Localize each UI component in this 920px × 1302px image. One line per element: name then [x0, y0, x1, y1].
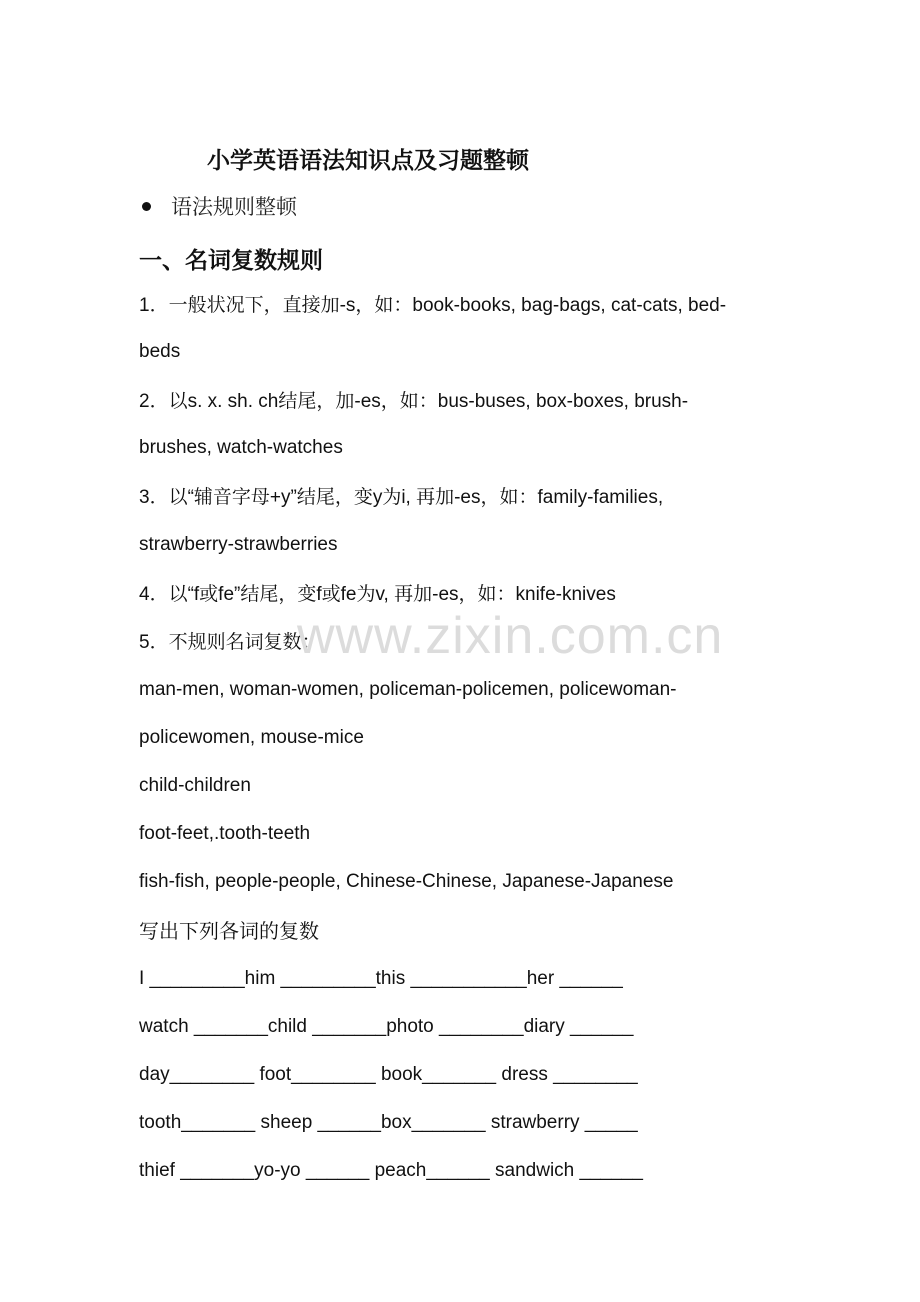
rule-1-line-1: 1．一般状况下，直接加-s，如：book-books, bag-bags, cat-cats, bed-: [139, 295, 727, 316]
section-heading: 一、名词复数规则: [139, 247, 323, 273]
exercise-line: thief _______yo-yo ______ peach______ sandwich ______: [139, 1160, 643, 1181]
irregular-line: man-men, woman-women, policeman-policemen, policewoman-: [139, 679, 677, 700]
exercise-line: watch _______child _______photo ________diary ______: [139, 1016, 634, 1037]
watermark: www.zixin.com.cn: [297, 607, 724, 665]
bullet-dot-icon: [142, 202, 151, 211]
document-title: 小学英语语法知识点及习题整顿: [207, 147, 529, 173]
rule-5-line-1: 5．不规则名词复数：: [139, 632, 321, 653]
exercise-line: tooth_______ sheep ______box_______ strawberry _____: [139, 1112, 638, 1133]
rule-2-line-1: 2．以s. x. sh. ch结尾，加-es，如：bus-buses, box-boxes, brush-: [139, 391, 689, 412]
rule-4-line-1: 4．以“f或fe”结尾，变f或fe为v, 再加-es，如：knife-knives: [139, 584, 616, 605]
rule-3-line-1: 3．以“辅音字母+y”结尾，变y为i, 再加-es，如：family-families,: [139, 487, 664, 508]
irregular-line: foot-feet,.tooth-teeth: [139, 823, 311, 844]
rule-3-line-2: strawberry-strawberries: [139, 534, 338, 555]
bullet-label: 语法规则整顿: [171, 195, 297, 219]
rule-2-line-2: brushes, watch-watches: [139, 437, 343, 458]
exercise-line: day________ foot________ book_______ dress ________: [139, 1064, 638, 1085]
rule-1-line-2: beds: [139, 341, 181, 362]
exercise-line: I _________him _________this ___________her ______: [139, 968, 623, 989]
exercise-heading: 写出下列各词的复数: [139, 921, 319, 943]
bullet-item: [139, 194, 297, 221]
irregular-line: fish-fish, people-people, Chinese-Chinese, Japanese-Japanese: [139, 871, 674, 892]
irregular-line: child-children: [139, 775, 251, 796]
irregular-line: policewomen, mouse-mice: [139, 727, 364, 748]
